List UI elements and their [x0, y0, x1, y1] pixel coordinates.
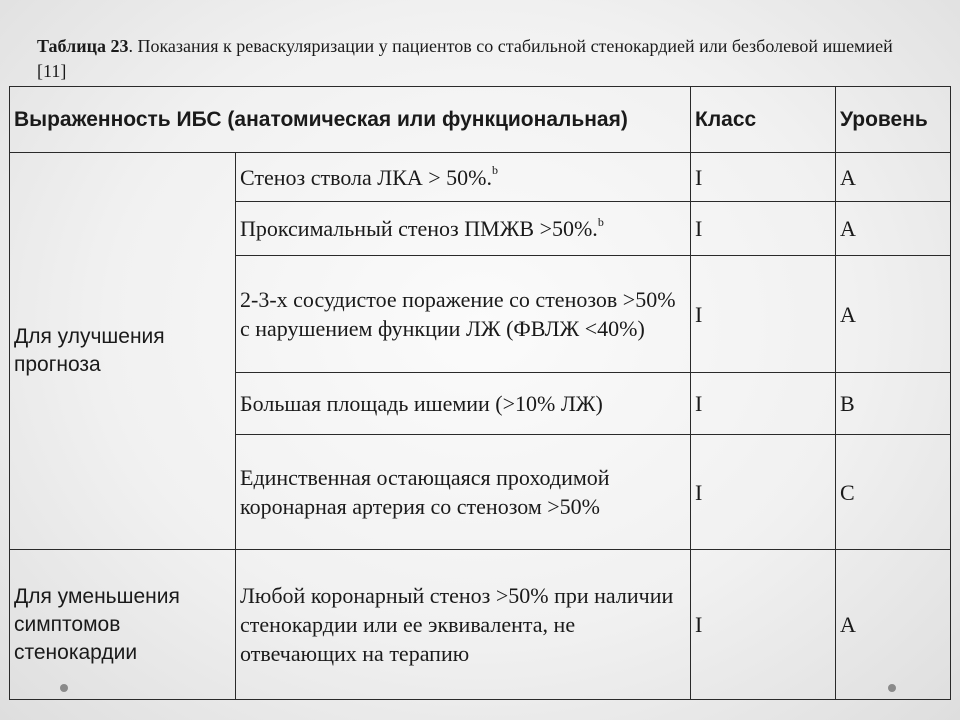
- indication-cell: Стеноз ствола ЛКА > 50%.$^b$: [236, 153, 691, 202]
- class-cell: I: [691, 256, 836, 373]
- caption-text: . Показания к реваскуляризации у пациентов со стабильной стенокардией или безболевой ишемией [11]: [37, 36, 893, 81]
- table-row: [10, 550, 951, 700]
- slide-dot-right: [888, 684, 896, 692]
- level-cell: A: [836, 153, 951, 202]
- class-cell: I: [691, 435, 836, 550]
- header-level: Уровень: [836, 87, 951, 153]
- header-class: Класс: [691, 87, 836, 153]
- class-cell: I: [691, 153, 836, 202]
- level-cell: C: [836, 435, 951, 550]
- indication-cell: Проксимальный стеноз ПМЖВ >50%.$^b$: [236, 202, 691, 256]
- level-cell: A: [836, 202, 951, 256]
- indication-cell: Любой коронарный стеноз >50% при наличии стенокардии или ее эквивалента, не отвечающих на терапию: [236, 550, 691, 700]
- caption-label: Таблица 23: [37, 36, 129, 56]
- header-row: [10, 87, 951, 153]
- level-cell: B: [836, 373, 951, 435]
- class-cell: I: [691, 202, 836, 256]
- group-label-prognosis: Для улучшения прогноза: [10, 153, 236, 550]
- footnote-marker: b: [492, 163, 499, 178]
- indication-cell: 2-3-х сосудистое поражение со стенозов >50% с нарушением функции ЛЖ (ФВЛЖ <40%): [236, 256, 691, 373]
- level-cell: A: [836, 256, 951, 373]
- group-label-symptoms: Для уменьшения симптомов стенокардии: [10, 550, 236, 700]
- header-severity: Выраженность ИБС (анатомическая или функциональная): [10, 87, 691, 153]
- class-cell: I: [691, 550, 836, 700]
- footnote-marker: b: [597, 214, 604, 229]
- indication-cell: Единственная остающаяся проходимой коронарная артерия со стенозом >50%: [236, 435, 691, 550]
- table-row: [10, 153, 951, 202]
- slide-dot-left: [60, 684, 68, 692]
- level-cell: A: [836, 550, 951, 700]
- table-caption: [37, 34, 917, 84]
- revascularization-table: [9, 86, 951, 700]
- indication-cell: Большая площадь ишемии (>10% ЛЖ): [236, 373, 691, 435]
- class-cell: I: [691, 373, 836, 435]
